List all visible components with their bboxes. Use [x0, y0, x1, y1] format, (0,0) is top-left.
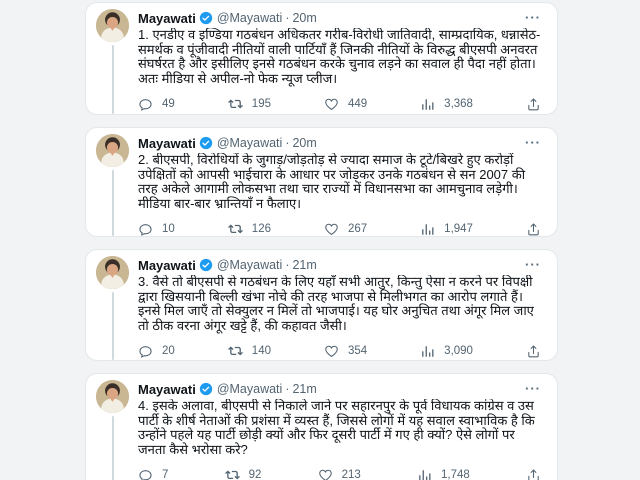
- thread-connector-line: [112, 45, 114, 114]
- repost-button[interactable]: [228, 222, 271, 237]
- reply-count: 49: [162, 98, 175, 110]
- like-button[interactable]: [324, 97, 367, 112]
- tweet-content: [138, 256, 543, 360]
- share-upload-icon: [526, 344, 541, 359]
- share-button[interactable]: [526, 97, 541, 112]
- tweet-timestamp[interactable]: 21m: [292, 258, 317, 272]
- share-button[interactable]: [526, 344, 541, 359]
- tweet-text: 3. वैसे तो बीएसपी से गठबंधन के लिए यहाँ सभी आतुर, किन्तु ऐसा न करने पर विपक्षी द्वारा खिसयानी बिल्ली खंभा नोचे की तरह भाजपा से मिलीभगत का आरोप लगाते हैं। इनसे मिल जाएँ तो सेक्युलर न मिलें तो भाजपाई। यह घोर अनुचित तथा अंगूर मिल जाए तो ठीक वरना अंगूर खट्टे हैं, की कहावत जैसी।: [138, 275, 534, 333]
- retweet-arrows-icon: [225, 468, 240, 480]
- profile-avatar[interactable]: [96, 256, 129, 289]
- verified-badge-icon: [199, 258, 213, 272]
- verified-badge-icon: [199, 11, 213, 25]
- verified-badge-icon: [199, 136, 213, 150]
- share-upload-icon: [526, 468, 541, 480]
- tweet-gutter: [96, 256, 129, 360]
- views-button[interactable]: [417, 468, 470, 480]
- heart-icon: [324, 222, 339, 237]
- tweet-1[interactable]: [85, 2, 558, 115]
- view-count: 1,947: [444, 223, 473, 235]
- like-button[interactable]: [318, 468, 361, 480]
- tweet-gutter: [96, 134, 129, 236]
- tweet-metrics-bar: [138, 93, 543, 115]
- reply-button[interactable]: [138, 97, 175, 112]
- author-handle[interactable]: @Mayawati: [216, 136, 283, 150]
- more-options-button[interactable]: ···: [525, 10, 541, 25]
- author-name[interactable]: Mayawati: [138, 135, 196, 151]
- views-button[interactable]: [420, 344, 473, 359]
- profile-avatar[interactable]: [96, 9, 129, 42]
- tweet-text: 4. इसके अलावा, बीएसपी से निकाले जाने पर सहारनपुर के पूर्व विधायक कांग्रेस व उस पार्टी के शीर्ष नेताओं की प्रशंसा में व्यस्त हैं, जिससे लोगों में यह सवाल स्वाभाविक है कि उन्होंने पहले यह पार्टी छोड़ी क्यों और फिर दूसरी पार्टी में गए ही क्यों? ऐसे लोगों पर जनता कैसे भरोसा करे?: [138, 399, 535, 457]
- more-options-button[interactable]: ···: [525, 135, 541, 150]
- profile-avatar[interactable]: [96, 134, 129, 167]
- repost-count: 92: [248, 469, 262, 480]
- bar-chart-analytics-icon: [420, 97, 435, 112]
- like-button[interactable]: [324, 222, 367, 237]
- tweet-gutter: [96, 9, 129, 114]
- tweet-header: [138, 256, 543, 274]
- like-count: 213: [341, 469, 361, 480]
- reply-bubble-icon: [138, 222, 153, 237]
- tweet-header: [138, 134, 543, 152]
- more-options-button[interactable]: ···: [525, 381, 541, 396]
- repost-button[interactable]: [228, 97, 271, 112]
- tweet-metrics-bar: [138, 340, 543, 361]
- bar-chart-analytics-icon: [420, 344, 435, 359]
- author-name[interactable]: Mayawati: [138, 10, 196, 26]
- repost-count: 195: [251, 98, 271, 110]
- repost-count: 140: [251, 345, 271, 357]
- share-button[interactable]: [526, 222, 541, 237]
- tweet-timestamp[interactable]: 21m: [292, 382, 317, 396]
- repost-button[interactable]: [228, 344, 271, 359]
- like-count: 267: [347, 223, 368, 235]
- thread-connector-line: [112, 292, 114, 360]
- reply-count: 20: [162, 345, 175, 357]
- bar-chart-analytics-icon: [420, 222, 435, 237]
- retweet-arrows-icon: [228, 97, 243, 112]
- author-name[interactable]: Mayawati: [138, 381, 196, 397]
- reply-button[interactable]: [138, 344, 175, 359]
- more-options-button[interactable]: ···: [525, 257, 541, 272]
- views-button[interactable]: [420, 222, 473, 237]
- bar-chart-analytics-icon: [417, 468, 432, 480]
- tweet-content: [138, 9, 543, 114]
- tweet-2[interactable]: [85, 127, 558, 237]
- tweet-text: 2. बीएसपी, विरोधियों के जुगाड़/जोड़तोड़ से ज्यादा समाज के टूटे/बिखरे हुए करोड़ों उपेक्षितों को आपसी भाईचारा के आधार पर जोड़कर उनके गठबंधन से सन 2007 की तरह अकेले आगामी लोकसभा तथा चार राज्यों में विधानसभा का आमचुनाव लड़ेगी। मीडिया बार-बार भ्रान्तियाँ न फैलाए।: [138, 153, 526, 211]
- tweet-metrics-bar: [138, 464, 543, 480]
- tweet-content: [138, 134, 543, 236]
- retweet-arrows-icon: [228, 222, 243, 237]
- verified-badge-icon: [199, 382, 213, 396]
- tweet-metrics-bar: [138, 218, 543, 237]
- reply-count: 7: [162, 469, 169, 480]
- share-button[interactable]: [526, 468, 541, 480]
- tweet-content: [138, 380, 543, 480]
- view-count: 3,090: [444, 345, 473, 357]
- tweet-4[interactable]: [85, 373, 558, 480]
- author-handle[interactable]: @Mayawati: [216, 382, 283, 396]
- tweet-timestamp[interactable]: 20m: [292, 136, 317, 150]
- share-upload-icon: [526, 222, 541, 237]
- share-upload-icon: [526, 97, 541, 112]
- tweet-header: [138, 9, 543, 27]
- like-count: 449: [347, 98, 368, 110]
- reply-button[interactable]: [138, 222, 175, 237]
- heart-icon: [318, 468, 333, 480]
- tweet-gutter: [96, 380, 129, 480]
- repost-button[interactable]: [225, 468, 262, 480]
- retweet-arrows-icon: [228, 344, 243, 359]
- tweet-header: [138, 380, 543, 398]
- reply-button[interactable]: [138, 468, 168, 480]
- like-button[interactable]: [324, 344, 367, 359]
- dot-separator: ·: [285, 258, 290, 272]
- heart-icon: [324, 344, 339, 359]
- like-count: 354: [347, 345, 368, 357]
- tweet-timestamp[interactable]: 20m: [292, 11, 317, 25]
- view-count: 1,748: [441, 469, 470, 480]
- tweet-thread: [85, 2, 558, 480]
- view-count: 3,368: [444, 98, 473, 110]
- reply-bubble-icon: [138, 97, 153, 112]
- reply-bubble-icon: [138, 468, 153, 480]
- tweet-text: 1. एनडीए व इण्डिया गठबंधन अधिकतर गरीब-विरोधी जातिवादी, साम्प्रदायिक, धन्नासेठ-समर्थक व पूंजीवादी नीतियों वाली पार्टियाँ हैं जिनकी नीतियों के विरुद्ध बीएसपी अनवरत संघर्षरत है और इसीलिए इनसे गठबंधन करके चुनाव लड़ने का सवाल ही पैदा नहीं होता। अतः मीडिया से अपील-नो फेक न्यूज प्लीज।: [138, 28, 541, 86]
- author-handle[interactable]: @Mayawati: [216, 258, 283, 272]
- profile-avatar[interactable]: [96, 380, 129, 413]
- author-handle[interactable]: @Mayawati: [216, 11, 283, 25]
- author-name[interactable]: Mayawati: [138, 257, 196, 273]
- dot-separator: ·: [285, 382, 290, 396]
- tweet-3[interactable]: [85, 249, 558, 361]
- thread-connector-line: [112, 170, 114, 236]
- heart-icon: [324, 97, 339, 112]
- thread-connector-line: [112, 416, 114, 480]
- dot-separator: ·: [285, 136, 290, 150]
- reply-bubble-icon: [138, 344, 153, 359]
- dot-separator: ·: [285, 11, 290, 25]
- views-button[interactable]: [420, 97, 473, 112]
- repost-count: 126: [251, 223, 271, 235]
- reply-count: 10: [162, 223, 175, 235]
